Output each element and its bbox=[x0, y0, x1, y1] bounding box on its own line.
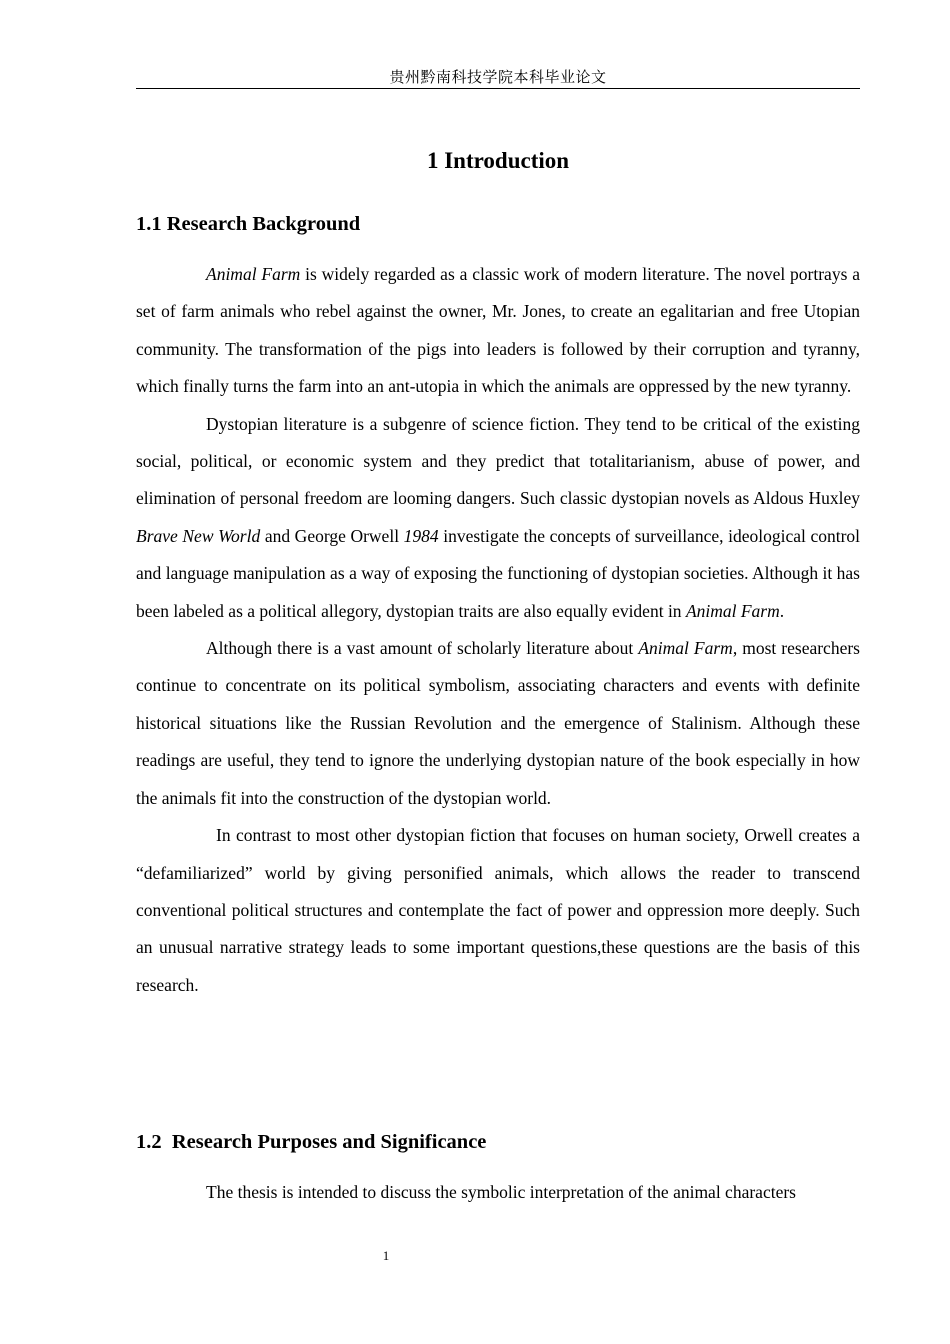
paragraph-text: is widely regarded as a classic work of modern literature. The novel portrays a set of farm animals who rebel against the owner, Mr. Jones, to create an egalitarian and free Utopian community. The transformation of the pigs into leaders is followed by their corruption and tyranny, which finally turns the farm into an ant-utopia in which the animals are oppressed by the new tyranny. bbox=[136, 264, 860, 397]
paragraph-text: investigate the concepts of surveillance, ideological control and language manipulation as a way of exposing the functioning of dystopian societies. Although it has been labeled as a political allegory, dystopian traits are also equally evident in bbox=[136, 525, 861, 621]
book-title: Animal Farm bbox=[685, 600, 780, 621]
book-title: Animal Farm bbox=[206, 264, 301, 284]
research-purposes-body bbox=[136, 1174, 860, 1211]
paragraph-3 bbox=[136, 630, 860, 817]
research-background-body bbox=[136, 256, 860, 1004]
section-title-research-purposes: 1.2 Research Purposes and Significance bbox=[136, 1131, 487, 1153]
chapter-title: 1 Introduction bbox=[426, 148, 570, 173]
paragraph-text: Dystopian literature is a subgenre of science fiction. They tend to be critical of the existing social, political, or economic system and they predict that totalitarianism, abuse of power, and elimination of personal freedom are looming dangers. Such classic dystopian novels as Aldous Huxley bbox=[136, 413, 860, 509]
book-title: Brave New World bbox=[136, 525, 261, 546]
page-header: 贵州黔南科技学院本科毕业论文 bbox=[136, 66, 860, 89]
paragraph-text: The thesis is intended to discuss the symbolic interpretation of the animal characters bbox=[206, 1182, 796, 1202]
paragraph-text: Although there is a vast amount of scholarly literature about bbox=[206, 638, 639, 659]
book-title: Animal Farm bbox=[638, 638, 733, 659]
paragraph-text: , most researchers continue to concentrate on its political symbolism, associating characters and events with definite historical situations like the Russian Revolution and the emergence of Stalinism. Although these readings are useful, they tend to ignore the underlying dystopian nature of the book especially in how the animals fit into the construction of the dystopian world. bbox=[136, 638, 860, 808]
paragraph-5 bbox=[136, 1174, 860, 1211]
paragraph-1 bbox=[136, 256, 860, 406]
page-number: 1 bbox=[382, 1248, 390, 1263]
paragraph-4 bbox=[136, 817, 860, 1004]
section-title-research-background: 1.1 Research Background bbox=[136, 213, 361, 235]
paragraph-text: In contrast to most other dystopian fiction that focuses on human society, Orwell creates a “defamiliarized” world by giving personified animals, which allows the reader to transcend conventional political structures and contemplate the fact of power and oppression more deeply. Such an unusual narrative strategy leads to some important questions,these questions are the basis of this research. bbox=[136, 825, 860, 995]
paragraph-text: . bbox=[779, 600, 785, 621]
paragraph-text: and George Orwell bbox=[260, 525, 404, 546]
paragraph-2 bbox=[136, 406, 860, 630]
book-title: 1984 bbox=[403, 525, 439, 546]
